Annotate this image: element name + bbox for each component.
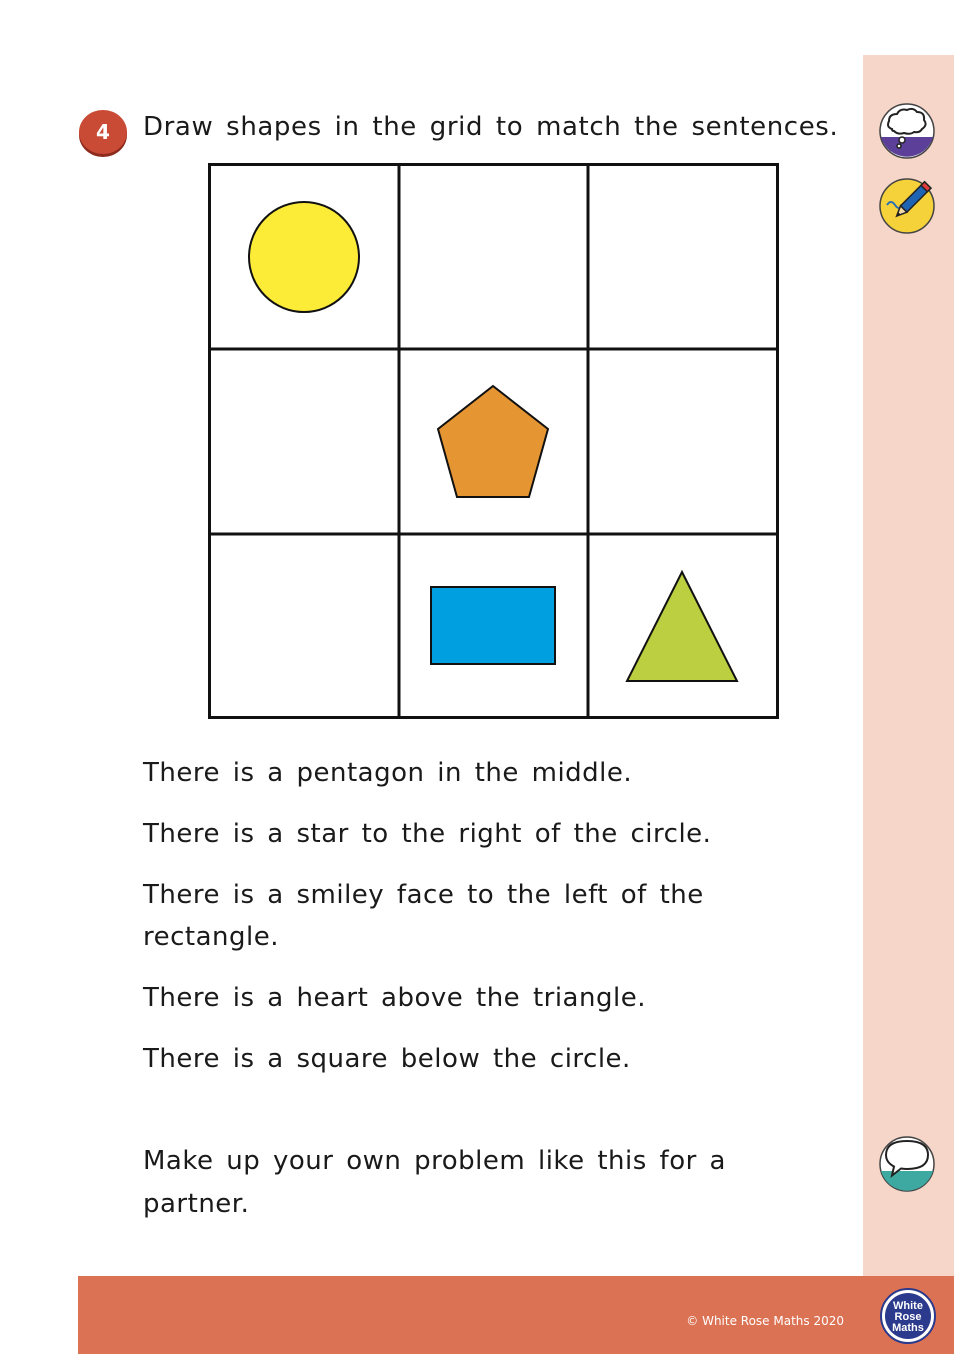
sentence-5: There is a square below the circle. — [143, 1044, 631, 1074]
sentence-1: There is a pentagon in the middle. — [143, 758, 633, 788]
footer-bar — [78, 1276, 954, 1354]
grid-cell-r1c1[interactable] — [249, 202, 359, 312]
question-text: Draw shapes in the grid to match the sentences. — [143, 112, 839, 142]
yellow-circle — [249, 202, 359, 312]
task-prompt: Make up your own problem like this for a partner. — [143, 1146, 726, 1219]
grid-cell-r3c2[interactable] — [431, 587, 555, 664]
sentence-4: There is a heart above the triangle. — [143, 983, 646, 1013]
copyright-text: © White Rose Maths 2020 — [686, 1314, 844, 1328]
shape-grid — [208, 163, 779, 719]
logo-word-2: Rose — [894, 1311, 922, 1323]
logo-word-1: White — [893, 1300, 923, 1312]
blue-rectangle — [431, 587, 555, 664]
sentence-list — [143, 752, 763, 1099]
white-rose-maths-logo — [880, 1288, 936, 1344]
thought-bubble-icon — [877, 99, 937, 159]
logo-word-3: Maths — [892, 1322, 924, 1334]
side-panel — [863, 55, 954, 1276]
question-number-badge: 4 — [79, 110, 127, 154]
sentence-2: There is a star to the right of the circle. — [143, 819, 712, 849]
pencil-icon — [877, 175, 937, 235]
speech-bubble-icon — [877, 1131, 937, 1193]
sentence-3: There is a smiley face to the left of the rectangle. — [143, 880, 704, 952]
